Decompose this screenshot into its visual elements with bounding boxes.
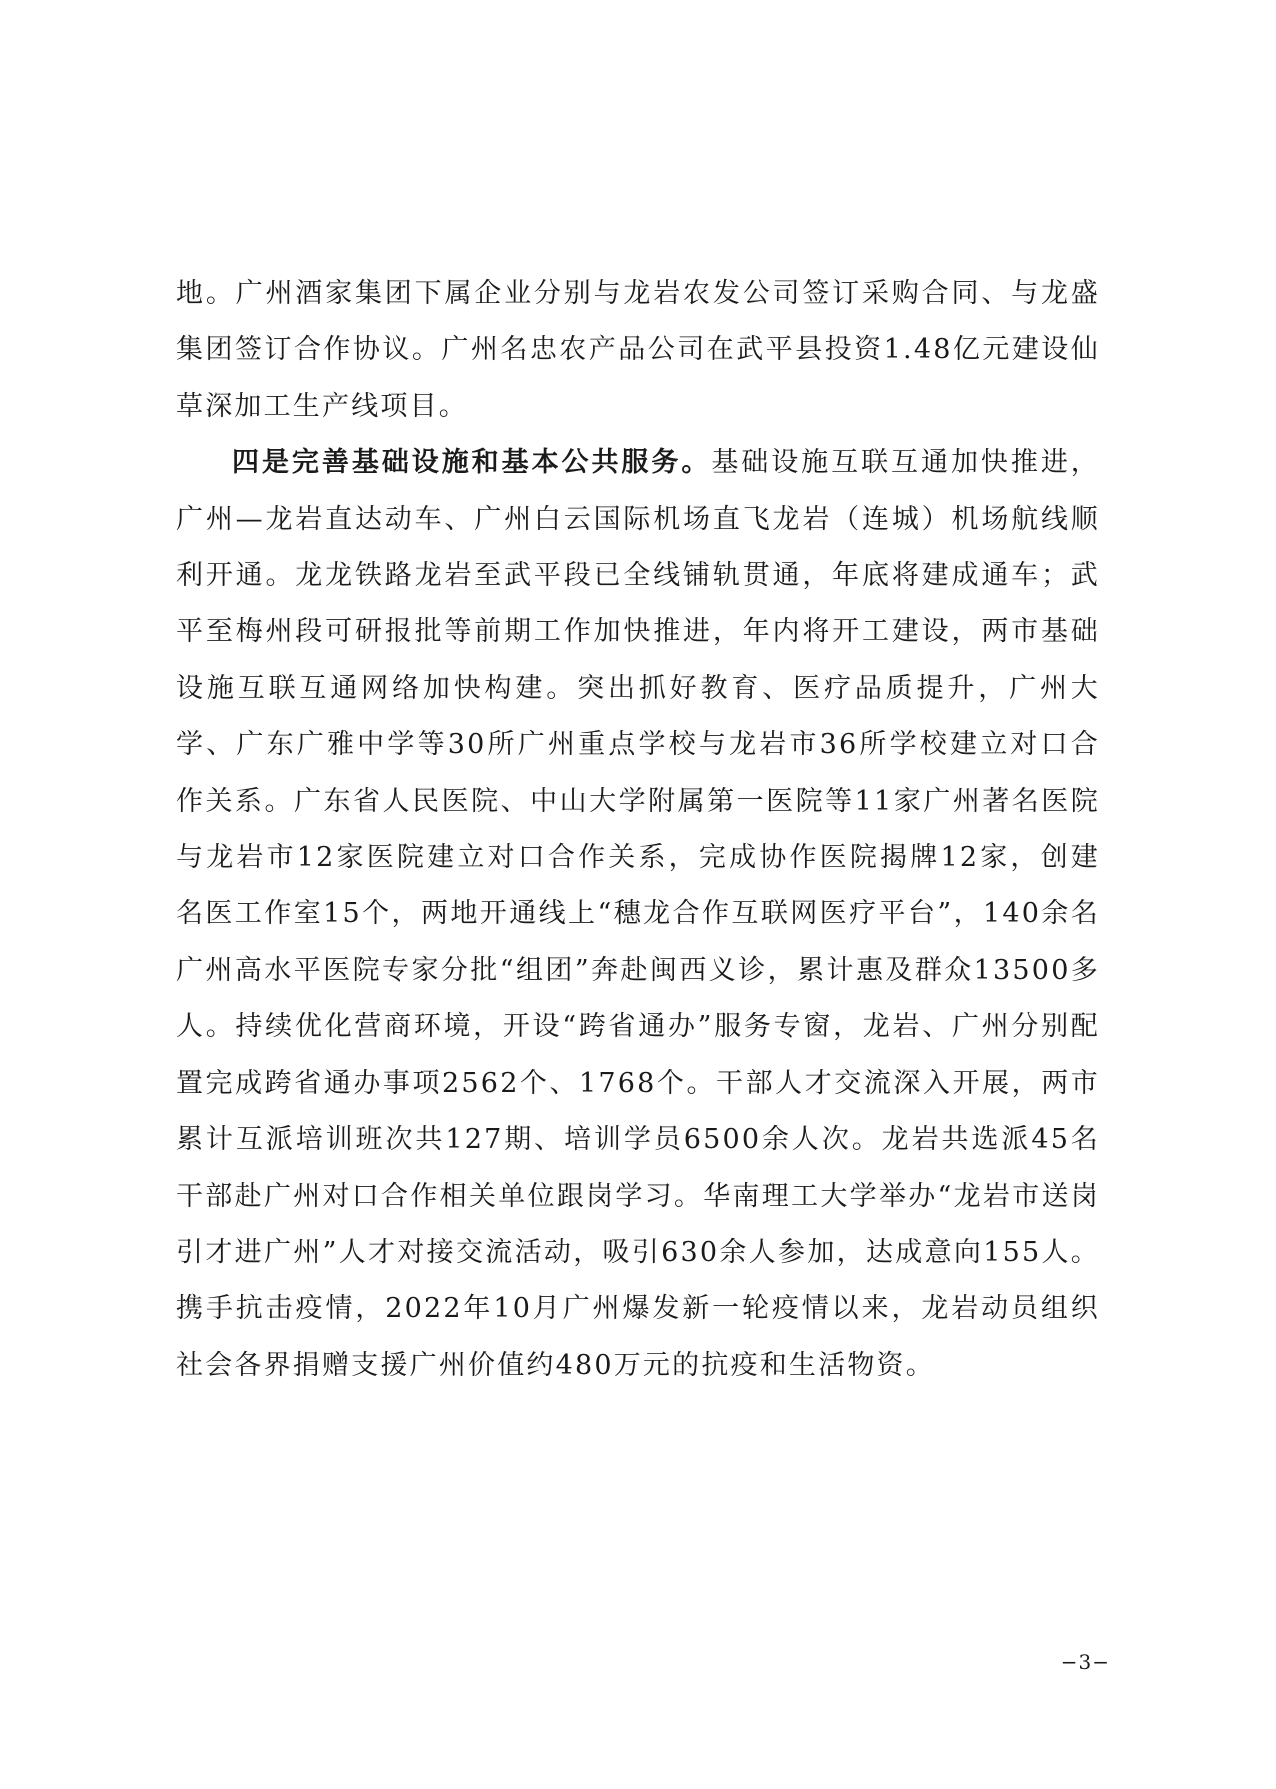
- page-number: −3−: [1060, 1650, 1110, 1674]
- continuation-paragraph: 地。广州酒家集团下属企业分别与龙岩农发公司签订采购合同、与龙盛集团签订合作协议。广州名忠农产品公司在武平县投资1.48亿元建设仙草深加工生产线项目。: [176, 278, 1100, 422]
- section-lead-heading: 四是完善基础设施和基本公共服务。: [232, 447, 712, 479]
- section-body-text: 基础设施互联互通加快推进，广州—龙岩直达动车、广州白云国际机场直飞龙岩（连城）机场航线顺利开通。龙龙铁路龙岩至武平段已全线铺轨贯通，年底将建成通车；武平至梅州段可研报批等前期工作加快推进，年内将开工建设，两市基础设施互联互通网络加快构建。突出抓好教育、医疗品质提升，广州大学、广东广雅中学等30所广州重点学校与龙岩市36所学校建立对口合作关系。广东省人民医院、中山大学附属第一医院等11家广州著名医院与龙岩市12家医院建立对口合作关系，完成协作医院揭牌12家，创建名医工作室15个，两地开通线上“穗龙合作互联网医疗平台”，140余名广州高水平医院专家分批“组团”奔赴闽西义诊，累计惠及群众13500多人。持续优化营商环境，开设“跨省通办”服务专窗，龙岩、广州分别配置完成跨省通办事项2562个、1768个。干部人才交流深入开展，两市累计互派培训班次共127期、培训学员6500余人次。龙岩共选派45名干部赴广州对口合作相关单位跟岗学习。华南理工大学举办“龙岩市送岗引才进广州”人才对接交流活动，吸引630余人参加，达成意向155人。携手抗击疫情，2022年10月广州爆发新一轮疫情以来，龙岩动员组织社会各界捐赠支援广州价值约480万元的抗疫和生活物资。: [176, 447, 1100, 1381]
- document-body: [176, 266, 1100, 1394]
- section-paragraph: [176, 435, 1100, 1394]
